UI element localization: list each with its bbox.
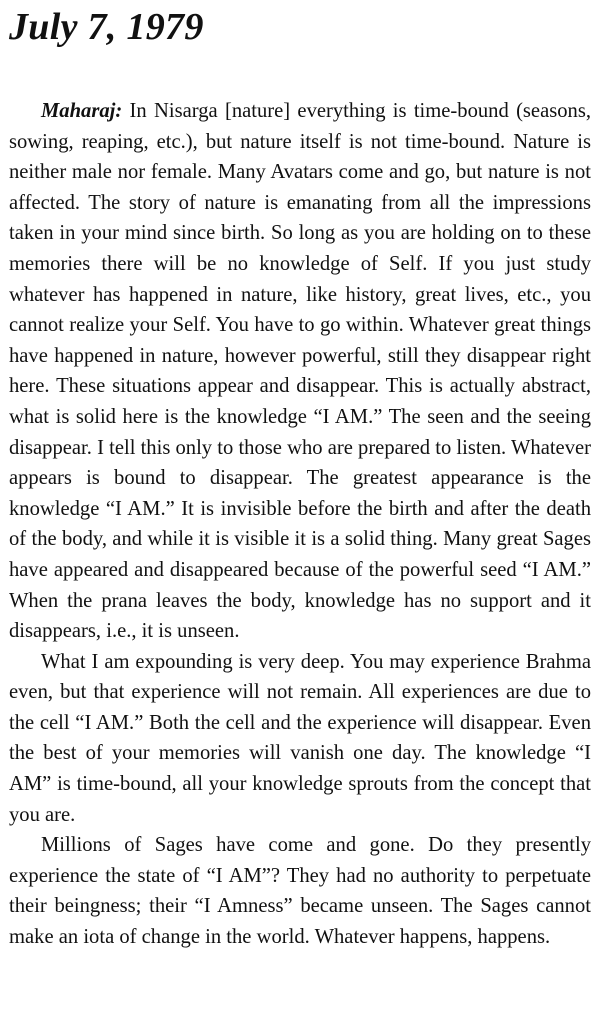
paragraph-1-text: In Nisarga [nature] everything is time-bound (seasons, sowing, reaping, etc.), but nature itself is not time-bound. Nature is neither male nor female. Many Avatars come and go, but nature is not affected. The story of nature is emanating from all the impressions taken in your mind since birth. So long as you are holding on to these memories there will be no knowledge of Self. If you just study whatever has happened in nature, like history, great lives, etc., you cannot realize your Self. You have to go within. Whatever great things have happened in nature, however powerful, still they disappear right here. These situations appear and disappear. This is actually abstract, what is solid here is the knowledge “I AM.” The seen and the seeing disappear. I tell this only to those who are prepared to listen. Whatever appears is bound to disappear. The greatest appearance is the knowledge “I AM.” It is invisible before the birth and after the death of the body, and while it is visible it is a solid thing. Many great Sages have appeared and disappeared because of the powerful seed “I AM.” When the prana leaves the body, knowledge has no support and it disappears, i.e., it is unseen. [9,100,591,643]
paragraph-2: What I am expounding is very deep. You may experience Brahma even, but that experience will not remain. All experiences are due to the cell “I AM.” Both the cell and the experience will disappear. Even the best of your memories will vanish one day. The knowledge “I AM” is time-bound, all your knowledge sprouts from the concept that you are. [9,650,591,826]
date-heading: July 7, 1979 [9,6,204,48]
paragraph-1 [9,96,591,647]
paragraph-3: Millions of Sages have come and gone. Do they presently experience the state of “I AM”? They had no authority to perpetuate their beingness; their “I Amness” became unseen. The Sages cannot make an iota of change in the world. Whatever happens, happens. [9,834,591,949]
body-text [9,96,591,953]
speaker-label: Maharaj: [41,100,123,122]
